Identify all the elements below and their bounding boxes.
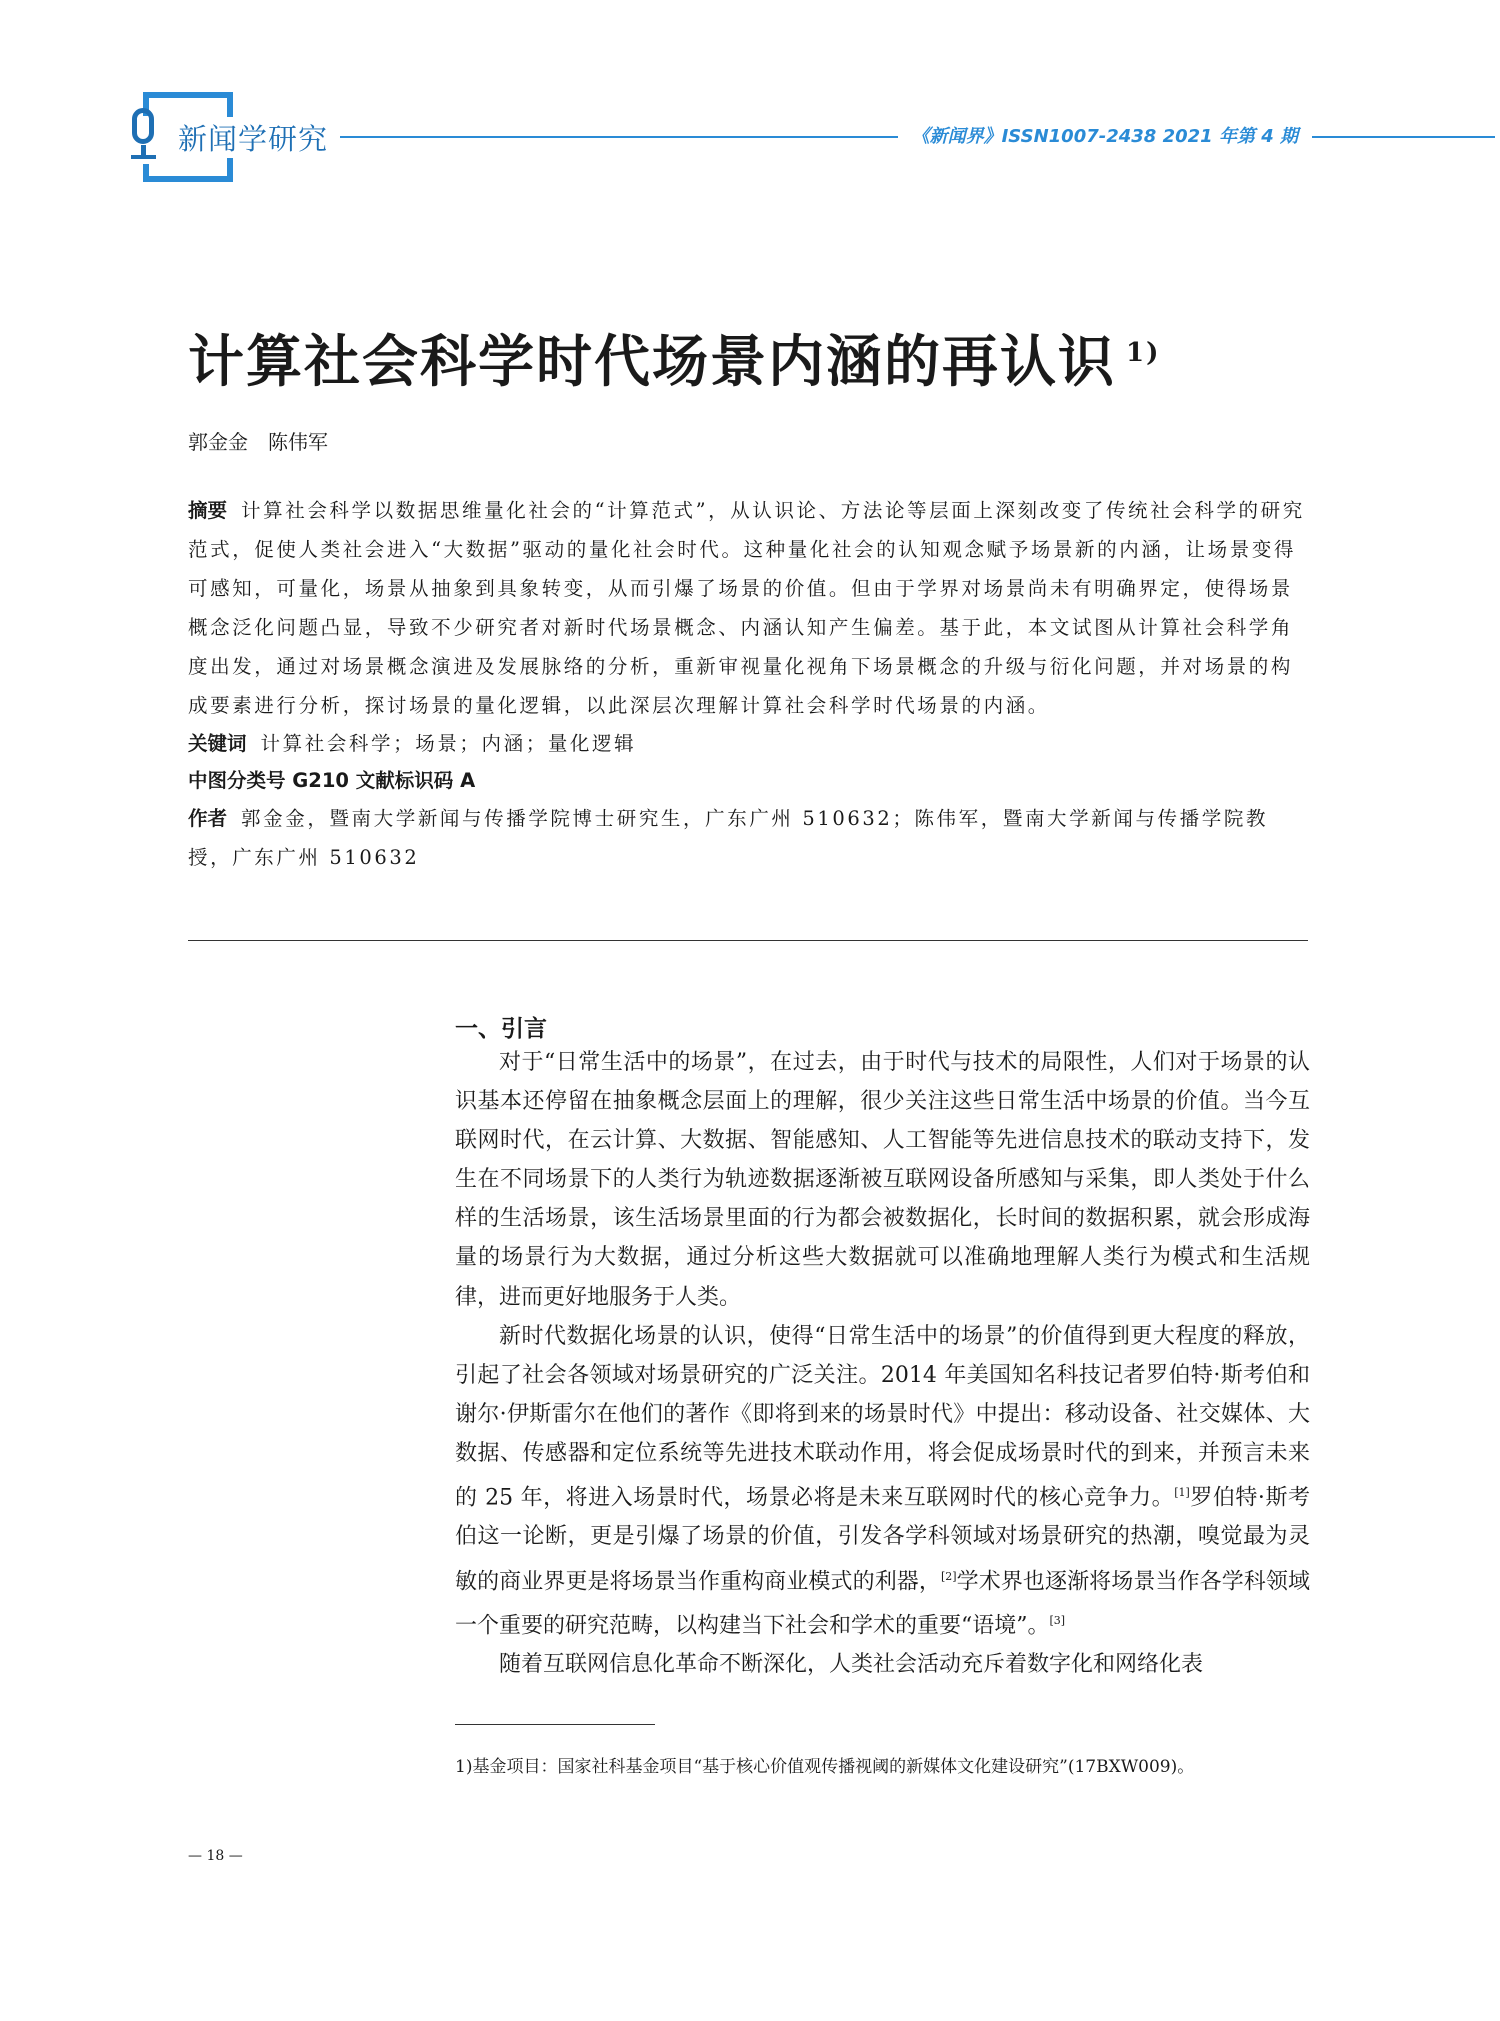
microphone-icon <box>132 108 154 144</box>
article-meta <box>188 491 1308 877</box>
author-info <box>188 799 1308 877</box>
body-paragraph-2 <box>455 1317 1310 1646</box>
footnote-divider <box>455 1724 655 1725</box>
microphone-base-icon <box>131 155 156 159</box>
citation-3[interactable]: [3] <box>1049 1613 1066 1627</box>
author-info-text: 郭金金，暨南大学新闻与传播学院博士研究生，广东广州 510632；陈伟军，暨南大学新闻与传播学院教授，广东广州 510632 <box>188 807 1269 869</box>
classification: 中图分类号 G210 文献标识码 A <box>188 769 476 792</box>
abstract-text: 计算社会科学以数据思维量化社会的“计算范式”，从认识论、方法论等层面上深刻改变了传统社会科学的研究范式，促使人类社会进入“大数据”驱动的量化社会时代。这种量化社会的认知观念赋予场景新的内涵，让场景变得可感知，可量化，场景从抽象到具象转变，从而引爆了场景的价值。但由于学界对场景尚未有明确界定，使得场景概念泛化问题凸显，导致不少研究者对新时代场景概念、内涵认知产生偏差。基于此，本文试图从计算社会科学角度出发，通过对场景概念演进及发展脉络的分析，重新审视量化视角下场景概念的升级与衍化问题，并对场景的构成要素进行分析，探讨场景的量化逻辑，以此深层次理解计算社会科学时代场景的内涵。 <box>188 499 1305 717</box>
abstract <box>188 491 1308 725</box>
author-info-label: 作者 <box>188 807 228 830</box>
journal-meta: 《新闻界》ISSN1007-2438 2021 年第 4 期 <box>898 122 1312 148</box>
body-paragraph-1: 对于“日常生活中的场景”，在过去，由于时代与技术的局限性，人们对于场景的认识基本还停留在抽象概念层面上的理解，很少关注这些日常生活中场景的价值。当今互联网时代，在云计算、大数据、智能感知、人工智能等先进信息技术的联动支持下，发生在不同场景下的人类行为轨迹数据逐渐被互联网设备所感知与采集，即人类处于什么样的生活场景，该生活场景里面的行为都会被数据化，长时间的数据积累，就会形成海量的场景行为大数据，通过分析这些大数据就可以准确地理解人类行为模式和生活规律，进而更好地服务于人类。 <box>455 1050 1310 1310</box>
body-paragraph-3: 随着互联网信息化革命不断深化，人类社会活动充斥着数字化和网络化表 <box>499 1652 1204 1678</box>
article-title <box>188 318 1160 398</box>
footnote: 1)基金项目：国家社科基金项目“基于核心价值观传播视阈的新媒体文化建设研究”(17BXW009)。 <box>455 1757 1195 1777</box>
abstract-label: 摘要 <box>188 499 228 522</box>
keywords <box>188 725 1308 762</box>
author-names: 郭金金 陈伟军 <box>188 430 328 454</box>
section-title: 一、引言 <box>455 1016 547 1042</box>
citation-1[interactable]: [1] <box>1174 1486 1190 1500</box>
page-header <box>0 0 1500 200</box>
article-title-text: 计算社会科学时代场景内涵的再认识 <box>188 329 1116 395</box>
column-title: 新闻学研究 <box>178 117 336 158</box>
citation-2[interactable]: [2] <box>940 1569 957 1583</box>
page-number: — 18 — <box>188 1848 243 1864</box>
title-footnote-marker: 1) <box>1126 338 1161 369</box>
keywords-label: 关键词 <box>188 732 247 755</box>
keywords-text: 计算社会科学；场景；内涵；量化逻辑 <box>260 732 637 755</box>
body-paragraph-2-c: 学术界也逐渐将场景当作各学科领域一个重要的研究范畴，以构建当下社会和学术的重要“语境”。 <box>455 1568 1310 1639</box>
body-text <box>455 1043 1310 1684</box>
body-paragraph-2-a: 新时代数据化场景的认识，使得“日常生活中的场景”的价值得到更大程度的释放，引起了社会各领域对场景研究的广泛关注。2014 年美国知名科技记者罗伯特·斯考伯和谢尔·伊斯雷尔在他们的著作《即将到来的场景时代》中提出：移动设备、社交媒体、大数据、传感器和定位系统等先进技术联动作用，将会促成场景时代的到来，并预言未来的 25 年，将进入场景时代，场景必将是未来互联网时代的核心竞争力。 <box>455 1323 1310 1511</box>
meta-divider <box>188 940 1308 941</box>
body-paragraph-2-b: 罗伯特·斯考伯这一论断，更是引爆了场景的价值，引发各学科领域对场景研究的热潮，嗅觉最为灵敏的商业界更是将场景当作重构商业模式的利器， <box>455 1485 1310 1594</box>
